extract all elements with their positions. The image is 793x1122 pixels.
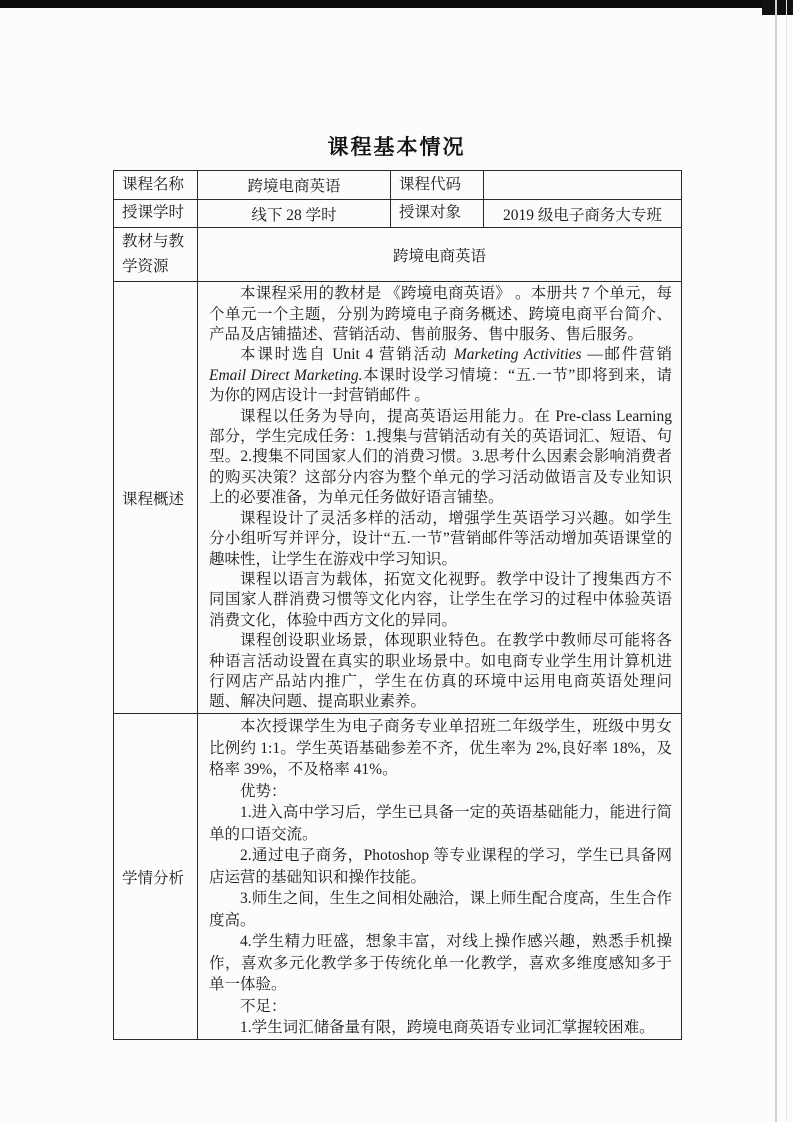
analysis-paragraph-1: 本次授课学生为电子商务专业单招班二年级学生，班级中男女比例约 1:1。学生英语基础参差不齐，优生率为 2%,良好率 18%，及格率 39%，不及格率 41%。	[209, 718, 672, 779]
overview-paragraph-2	[209, 345, 672, 406]
page-edge-shadow-line-2	[786, 0, 787, 1122]
overview-p2-italic-1: Marketing Activities	[453, 346, 582, 364]
analysis-paragraph-3: 1.进入高中学习后，学生已具备一定的英语基础能力，能进行简单的口语交流。	[209, 804, 672, 843]
field-label-course-code: 课程代码	[391, 171, 484, 200]
learner-analysis-content	[198, 714, 682, 1040]
field-value-teaching-materials: 跨境电商英语	[198, 228, 682, 282]
scan-artifact-top-right	[762, 0, 793, 15]
field-label-teaching-hours: 授课学时	[114, 200, 198, 228]
row-learner-analysis	[114, 714, 682, 1040]
analysis-paragraph-5: 3.师生之间，生生之间相处融洽，课上师生配合度高，生生合作度高。	[209, 890, 672, 929]
field-value-teaching-target: 2019 级电子商务大专班	[484, 200, 682, 228]
page-title: 课程基本情况	[327, 135, 466, 159]
field-label-course-overview: 课程概述	[114, 282, 198, 714]
row-course-name	[114, 171, 682, 200]
analysis-paragraph-6: 4.学生精力旺盛，想象丰富，对线上操作感兴趣，熟悉手机操作，喜欢多元化教学多于传统化单一化教学，喜欢多维度感知多于单一体验。	[209, 933, 672, 994]
overview-paragraph-1: 本课程采用的教材是 《跨境电商英语》 。本册共 7 个单元，每个单元一个主题，分别为跨境电子商务概述、跨境电商平台简介、产品及店铺描述、营销活动、售前服务、售中服务、售后服务。	[209, 285, 672, 344]
row-course-overview	[114, 282, 682, 714]
field-value-teaching-hours: 线下 28 学时	[198, 200, 391, 228]
field-label-learner-analysis: 学情分析	[114, 714, 198, 1040]
overview-p2-text-3: 本课时设学习情境：“五.一节”即将到来，请为你的网店设计一封营销邮件 。	[209, 366, 672, 405]
field-label-teaching-target: 授课对象	[391, 200, 484, 228]
overview-paragraph-3: 课程以任务为导向，提高英语运用能力。在 Pre-class Learning 部分，学生完成任务：1.搜集与营销活动有关的英语词汇、短语、句型。2.搜集不同国家人们的消费习惯。3.思考什么因素会影响消费者的购买决策？这部分内容为整个单元的学习活动做语言及专业知识上的必要准备，为单元任务做好语言铺垫。	[209, 407, 672, 507]
overview-paragraph-5: 课程以语言为载体，拓宽文化视野。教学中设计了搜集西方不同国家人群消费习惯等文化内容，让学生在学习的过程中体验英语消费文化，体验中西方文化的异同。	[209, 570, 672, 629]
overview-p2-text-1: 本课时选自 Unit 4 营销活动	[240, 346, 454, 364]
analysis-paragraph-2: 优势：	[240, 782, 287, 800]
overview-paragraph-6: 课程创设职业场景，体现职业特色。在教学中教师尽可能将各种语言活动设置在真实的职业场景中。如电商专业学生用计算机进行网店产品站内推广，学生在仿真的环境中运用电商英语处理问题、解决问题、提高职业素养。	[209, 632, 672, 711]
overview-p2-italic-2: Email Direct Marketing.	[209, 366, 363, 384]
page-edge-shadow-line	[775, 0, 777, 1122]
row-teaching-hours	[114, 200, 682, 228]
row-teaching-materials	[114, 228, 682, 282]
overview-p2-text-2: —邮件营销	[581, 346, 672, 364]
field-value-course-name: 跨境电商英语	[198, 171, 391, 200]
scan-artifact-top-bar	[0, 0, 793, 8]
field-label-course-name: 课程名称	[114, 171, 198, 200]
course-info-table	[113, 170, 682, 1040]
overview-paragraph-4: 课程设计了灵活多样的活动，增强学生英语学习兴趣。如学生分小组听写并评分，设计“五.一节”营销邮件等活动增加英语课堂的趣味性，让学生在游戏中学习知识。	[209, 509, 672, 568]
field-label-teaching-materials: 教材与教学资源	[114, 228, 198, 282]
field-value-course-code	[484, 171, 682, 200]
analysis-paragraph-4: 2.通过电子商务，Photoshop 等专业课程的学习，学生已具备网店运营的基础知识和操作技能。	[209, 847, 672, 886]
analysis-paragraph-8: 1.学生词汇储备量有限，跨境电商英语专业词汇掌握较困难。	[240, 1019, 655, 1037]
course-overview-content	[198, 282, 682, 714]
analysis-paragraph-7: 不足：	[240, 997, 287, 1015]
